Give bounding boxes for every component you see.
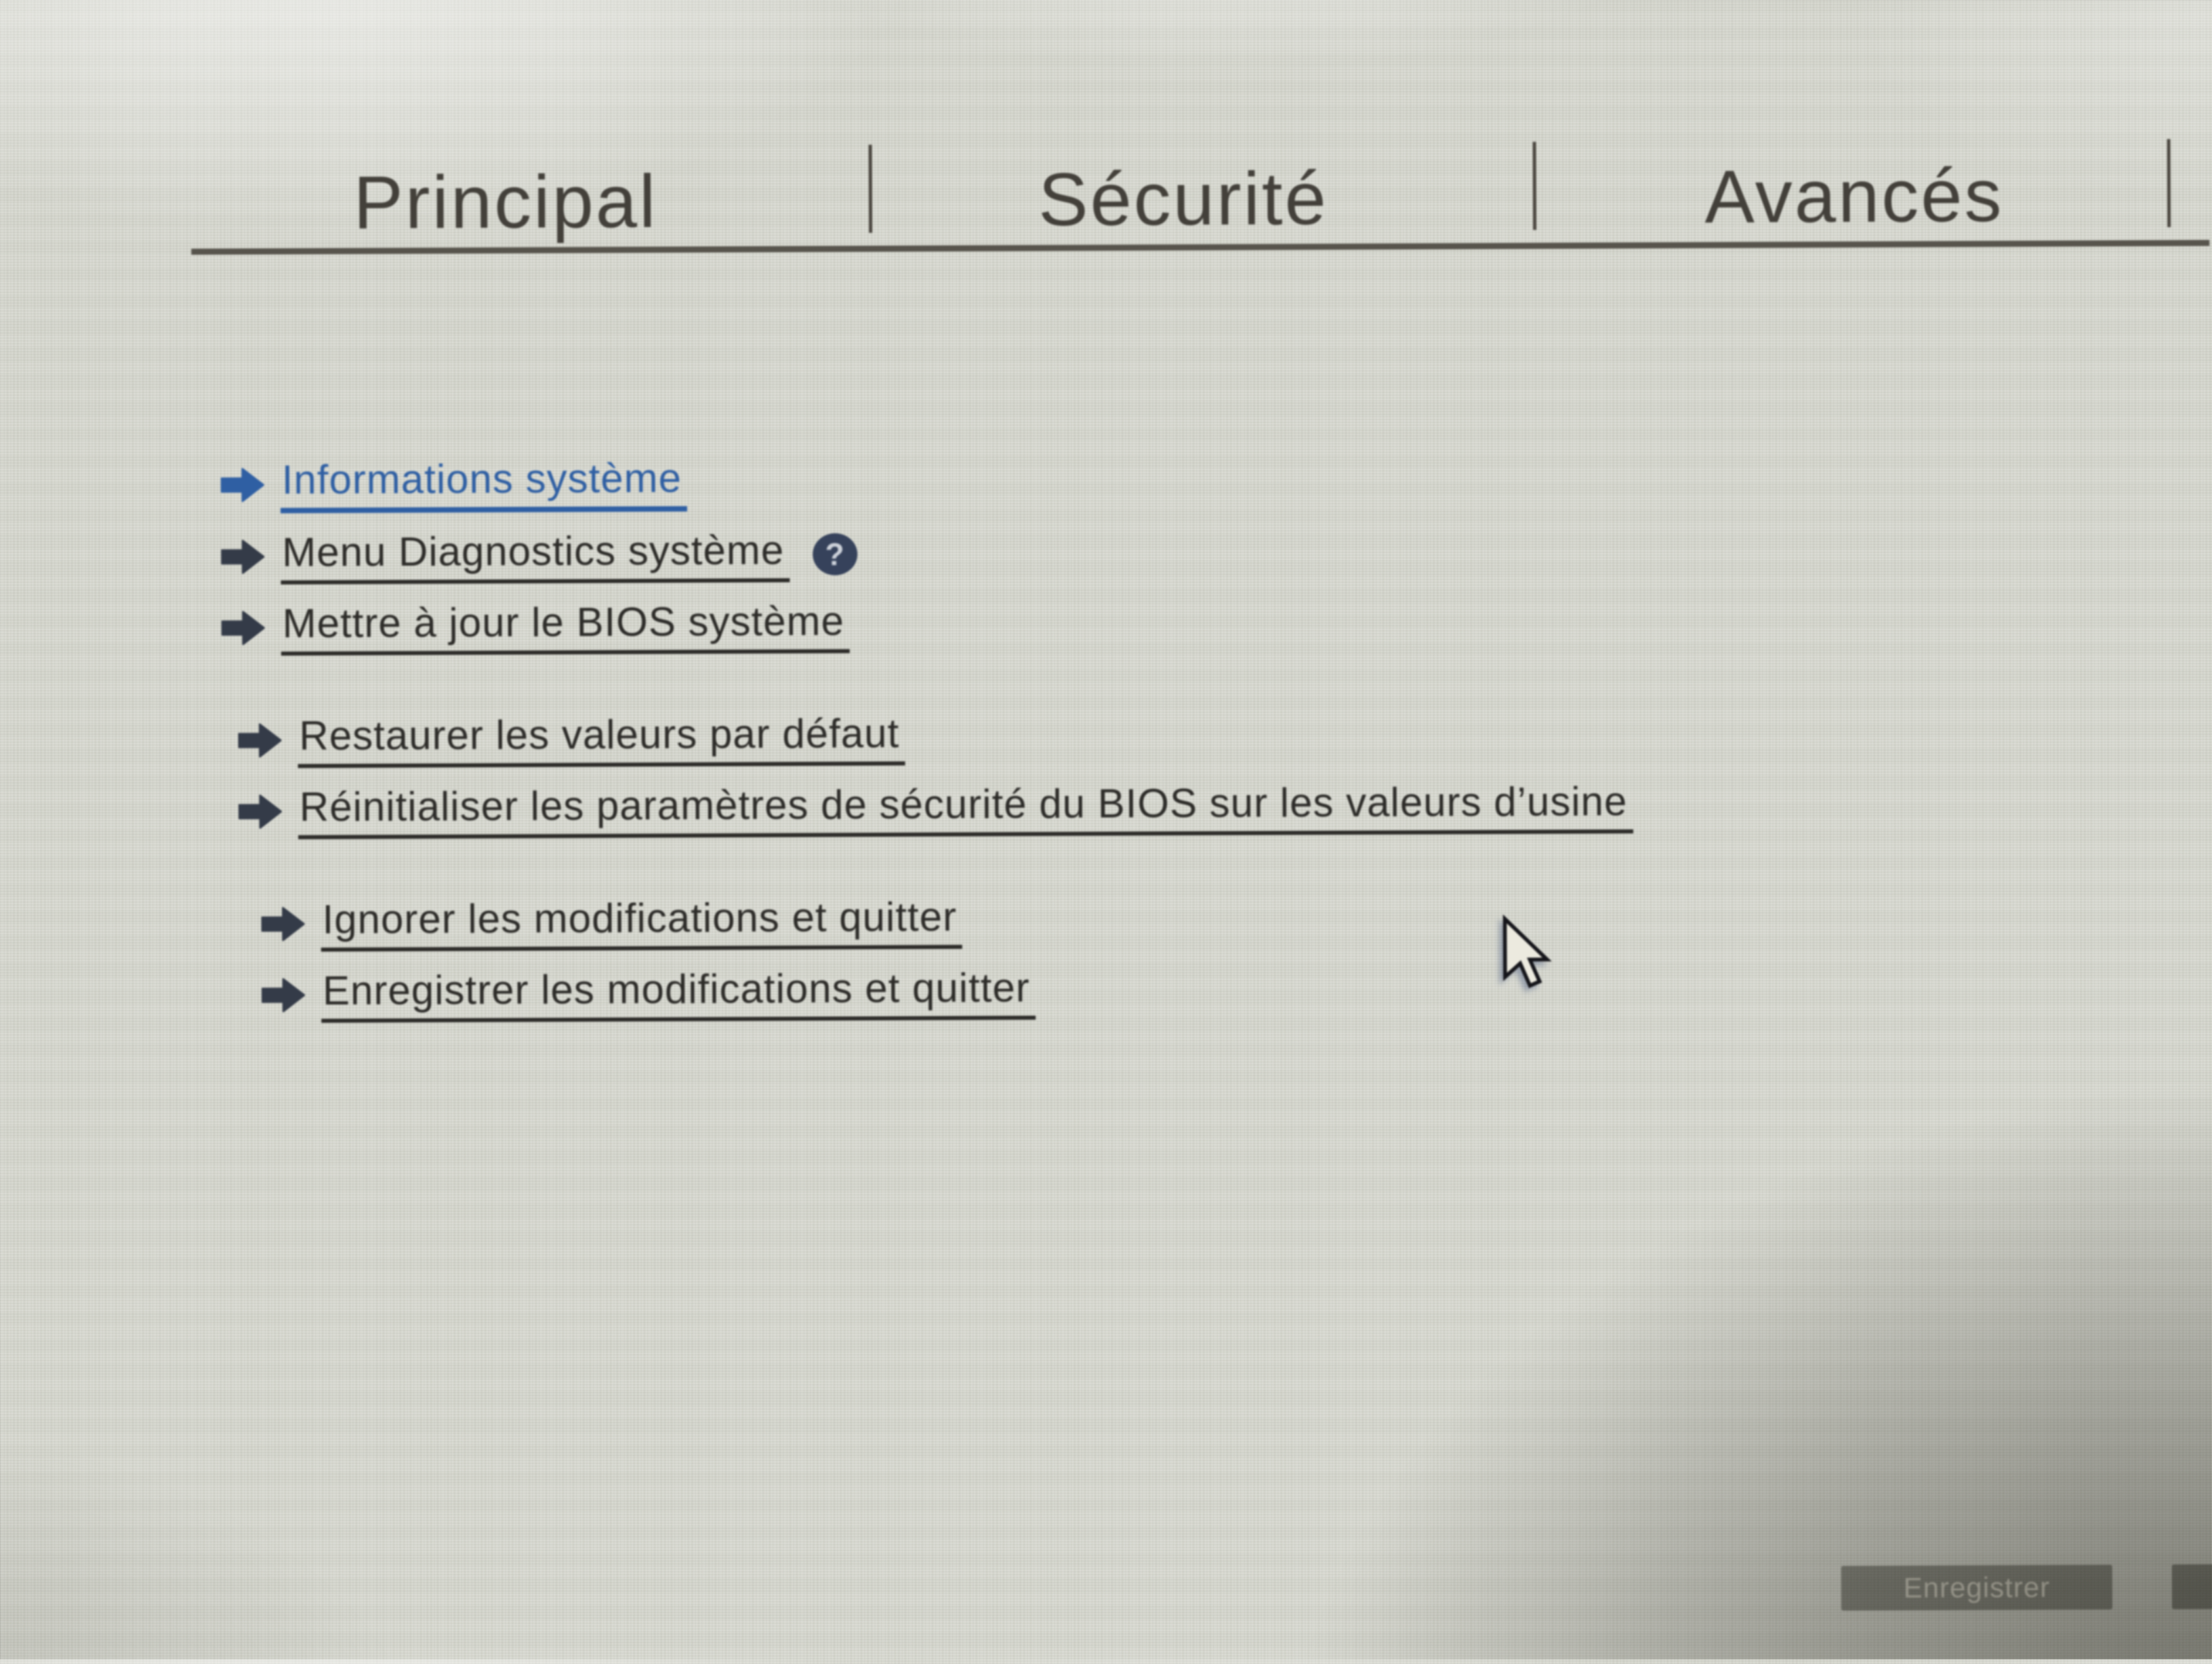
tab-securite[interactable]	[966, 152, 1401, 246]
help-icon[interactable]: ?	[813, 533, 857, 575]
menu-item-label: Enregistrer les modifications et quitter	[321, 964, 1036, 1023]
menu-item-restaurer-valeurs-defaut[interactable]	[238, 707, 1633, 769]
arrow-right-icon	[222, 609, 265, 647]
arrow-right-icon	[238, 721, 281, 759]
menu-group-exit	[261, 891, 1633, 1023]
menu-item-reinitialiser-securite-usine[interactable]	[239, 778, 1633, 840]
tab-divider	[2167, 139, 2171, 227]
menu-item-ignorer-et-quitter[interactable]	[261, 891, 1633, 952]
menu-item-mettre-a-jour-bios[interactable]	[222, 594, 1633, 656]
arrow-right-icon	[261, 905, 304, 943]
menu-group-system	[221, 451, 1633, 656]
tab-label: Sécurité	[1038, 157, 1328, 241]
tab-divider	[869, 144, 873, 232]
menu-item-label: Restaurer les valeurs par défaut	[298, 710, 905, 768]
tab-principal[interactable]	[282, 155, 730, 249]
menu-item-label: Réinitialiser les paramètres de sécurité du BIOS sur les valeurs d’usine	[298, 778, 1633, 840]
arrow-right-icon	[239, 792, 282, 830]
menu-item-informations-systeme[interactable]	[221, 451, 1632, 514]
main-menu	[0, 451, 1634, 1082]
partial-edge-button[interactable]	[2172, 1564, 2212, 1609]
menu-item-label: Mettre à jour le BIOS système	[281, 598, 851, 656]
menu-item-label: Menu Diagnostics système	[281, 527, 790, 584]
menu-item-enregistrer-et-quitter[interactable]	[262, 962, 1634, 1023]
menu-item-label: Informations système	[281, 455, 688, 514]
tab-avances[interactable]	[1637, 149, 2072, 243]
tab-label: Avancés	[1704, 153, 2004, 239]
save-button[interactable]: Enregistrer	[1841, 1565, 2112, 1611]
menu-item-menu-diagnostics-systeme[interactable]	[221, 523, 1632, 585]
arrow-right-icon	[262, 976, 305, 1014]
tab-label: Principal	[353, 159, 658, 245]
menu-group-defaults	[238, 707, 1633, 840]
arrow-right-icon	[221, 466, 264, 504]
tab-bar	[0, 0, 2209, 245]
mouse-cursor-icon	[1500, 914, 1553, 994]
arrow-right-icon	[221, 537, 264, 575]
tab-divider	[1533, 142, 1537, 230]
menu-item-label: Ignorer les modifications et quitter	[321, 893, 962, 952]
